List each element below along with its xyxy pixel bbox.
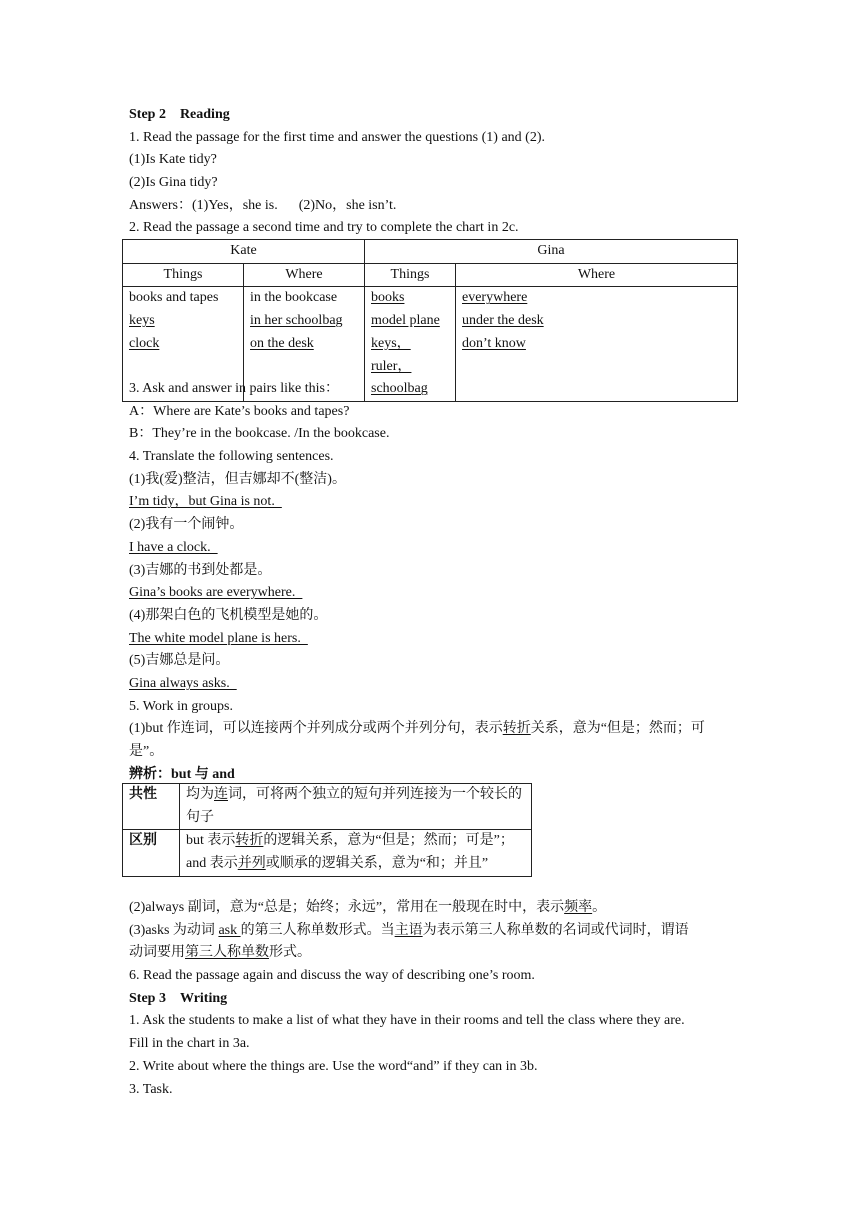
translate-answer-5: Gina always asks.	[129, 675, 237, 691]
note-but: (1)but 作连词，可以连接两个并列成分或两个并列分句，表示转折关系，意为“但是；然而；可是”。	[129, 721, 705, 760]
question-1a: (1)Is Kate tidy?	[129, 152, 217, 168]
chart-header-kate: Kate	[123, 240, 365, 264]
question-1: 1. Read the passage for the first time and answer the questions (1) and (2).	[129, 129, 545, 145]
bianxi-heading: 辨析：but 与 and	[129, 766, 235, 782]
question-3: 3. Ask and answer in pairs like this：	[129, 381, 339, 396]
question-6: 6. Read the passage again and discuss the way of describing one’s room.	[129, 968, 535, 984]
writing-2: 2. Write about where the things are. Use the word“and” if they can in 3b.	[129, 1058, 538, 1074]
chart-cell: in her schoolbag	[250, 313, 343, 329]
chart-col-things: Things	[365, 263, 456, 287]
dialogue-b: B：They’re in the bookcase. /In the bookcase.	[129, 426, 390, 442]
question-1b: (2)Is Gina tidy?	[129, 175, 218, 191]
chart-cell: books	[371, 290, 405, 306]
note-asks-2: 动词要用第三人称单数形式。	[129, 945, 311, 961]
but-and-comparison-table	[122, 783, 532, 877]
chart-cell: keys，ruler，	[371, 335, 412, 374]
writing-1a: 1. Ask the students to make a list of what they have in their rooms and tell the class where they are.	[129, 1013, 685, 1029]
cmp-header-diff: 区别	[123, 830, 180, 876]
translate-answer-1: I’m tidy，but Gina is not.	[129, 494, 282, 510]
translate-answer-2: I have a clock.	[129, 539, 218, 555]
answers-line: Answers：(1)Yes，she is. (2)No，she isn’t.	[129, 197, 397, 213]
translate-prompt-3: (3)吉娜的书到处都是。	[129, 562, 272, 578]
cmp-diff-text: but 表示转折的逻辑关系，意为“但是；然而；可是”；and 表示并列或顺承的逻辑关系，意为“和；并且”	[180, 830, 532, 876]
translate-prompt-5: (5)吉娜总是问。	[129, 653, 230, 669]
section-notes-writing	[129, 897, 739, 1101]
writing-1b: Fill in the chart in 3a.	[129, 1036, 250, 1052]
question-4: 4. Translate the following sentences.	[129, 449, 334, 465]
chart-col-things: Things	[123, 263, 244, 287]
question-2: 2. Read the passage a second time and try to complete the chart in 2c.	[129, 220, 519, 236]
chart-cell: model plane	[371, 313, 440, 329]
chart-cell: clock	[129, 335, 160, 351]
translate-answer-3: Gina’s books are everywhere.	[129, 585, 303, 601]
note-asks-1: (3)asks 为动词 ask 的第三人称单数形式。当主语为表示第三人称单数的名词或代词时，谓语	[129, 922, 689, 938]
chart-cell: keys	[129, 313, 155, 329]
translate-prompt-1: (1)我(爱)整洁，但吉娜却不(整洁)。	[129, 471, 346, 487]
translate-prompt-2: (2)我有一个闹钟。	[129, 517, 244, 533]
chart-cell: don’t know	[462, 335, 526, 351]
chart-cell: in the bookcase	[250, 290, 338, 306]
translate-answer-4: The white model plane is hers.	[129, 630, 308, 646]
step2-heading: Step 2 Reading	[129, 107, 230, 122]
note-always: (2)always 副词，意为“总是；始终；永远”，常用在一般现在时中，表示频率。	[129, 900, 607, 915]
question-5: 5. Work in groups.	[129, 698, 234, 714]
chart-cell: everywhere	[462, 290, 528, 306]
step3-heading: Step 3 Writing	[129, 990, 228, 1006]
cmp-header-common: 共性	[123, 784, 180, 830]
dialogue-a: A：Where are Kate’s books and tapes?	[129, 403, 350, 419]
document-body	[129, 104, 739, 240]
translate-prompt-4: (4)那架白色的飞机模型是她的。	[129, 607, 328, 623]
writing-3: 3. Task.	[129, 1081, 173, 1097]
chart-cell: on the desk	[250, 335, 314, 351]
section-pairs-translate	[129, 378, 739, 786]
chart-cell: books and tapes	[129, 290, 219, 306]
chart-col-where: Where	[244, 263, 365, 287]
chart-cell: under the desk	[462, 313, 544, 329]
cmp-common-text: 均为连词，可将两个独立的短句并列连接为一个较长的句子	[180, 784, 532, 830]
chart-cell: schoolbag	[371, 381, 428, 397]
chart-col-where: Where	[456, 263, 738, 287]
chart-header-gina: Gina	[365, 240, 738, 264]
